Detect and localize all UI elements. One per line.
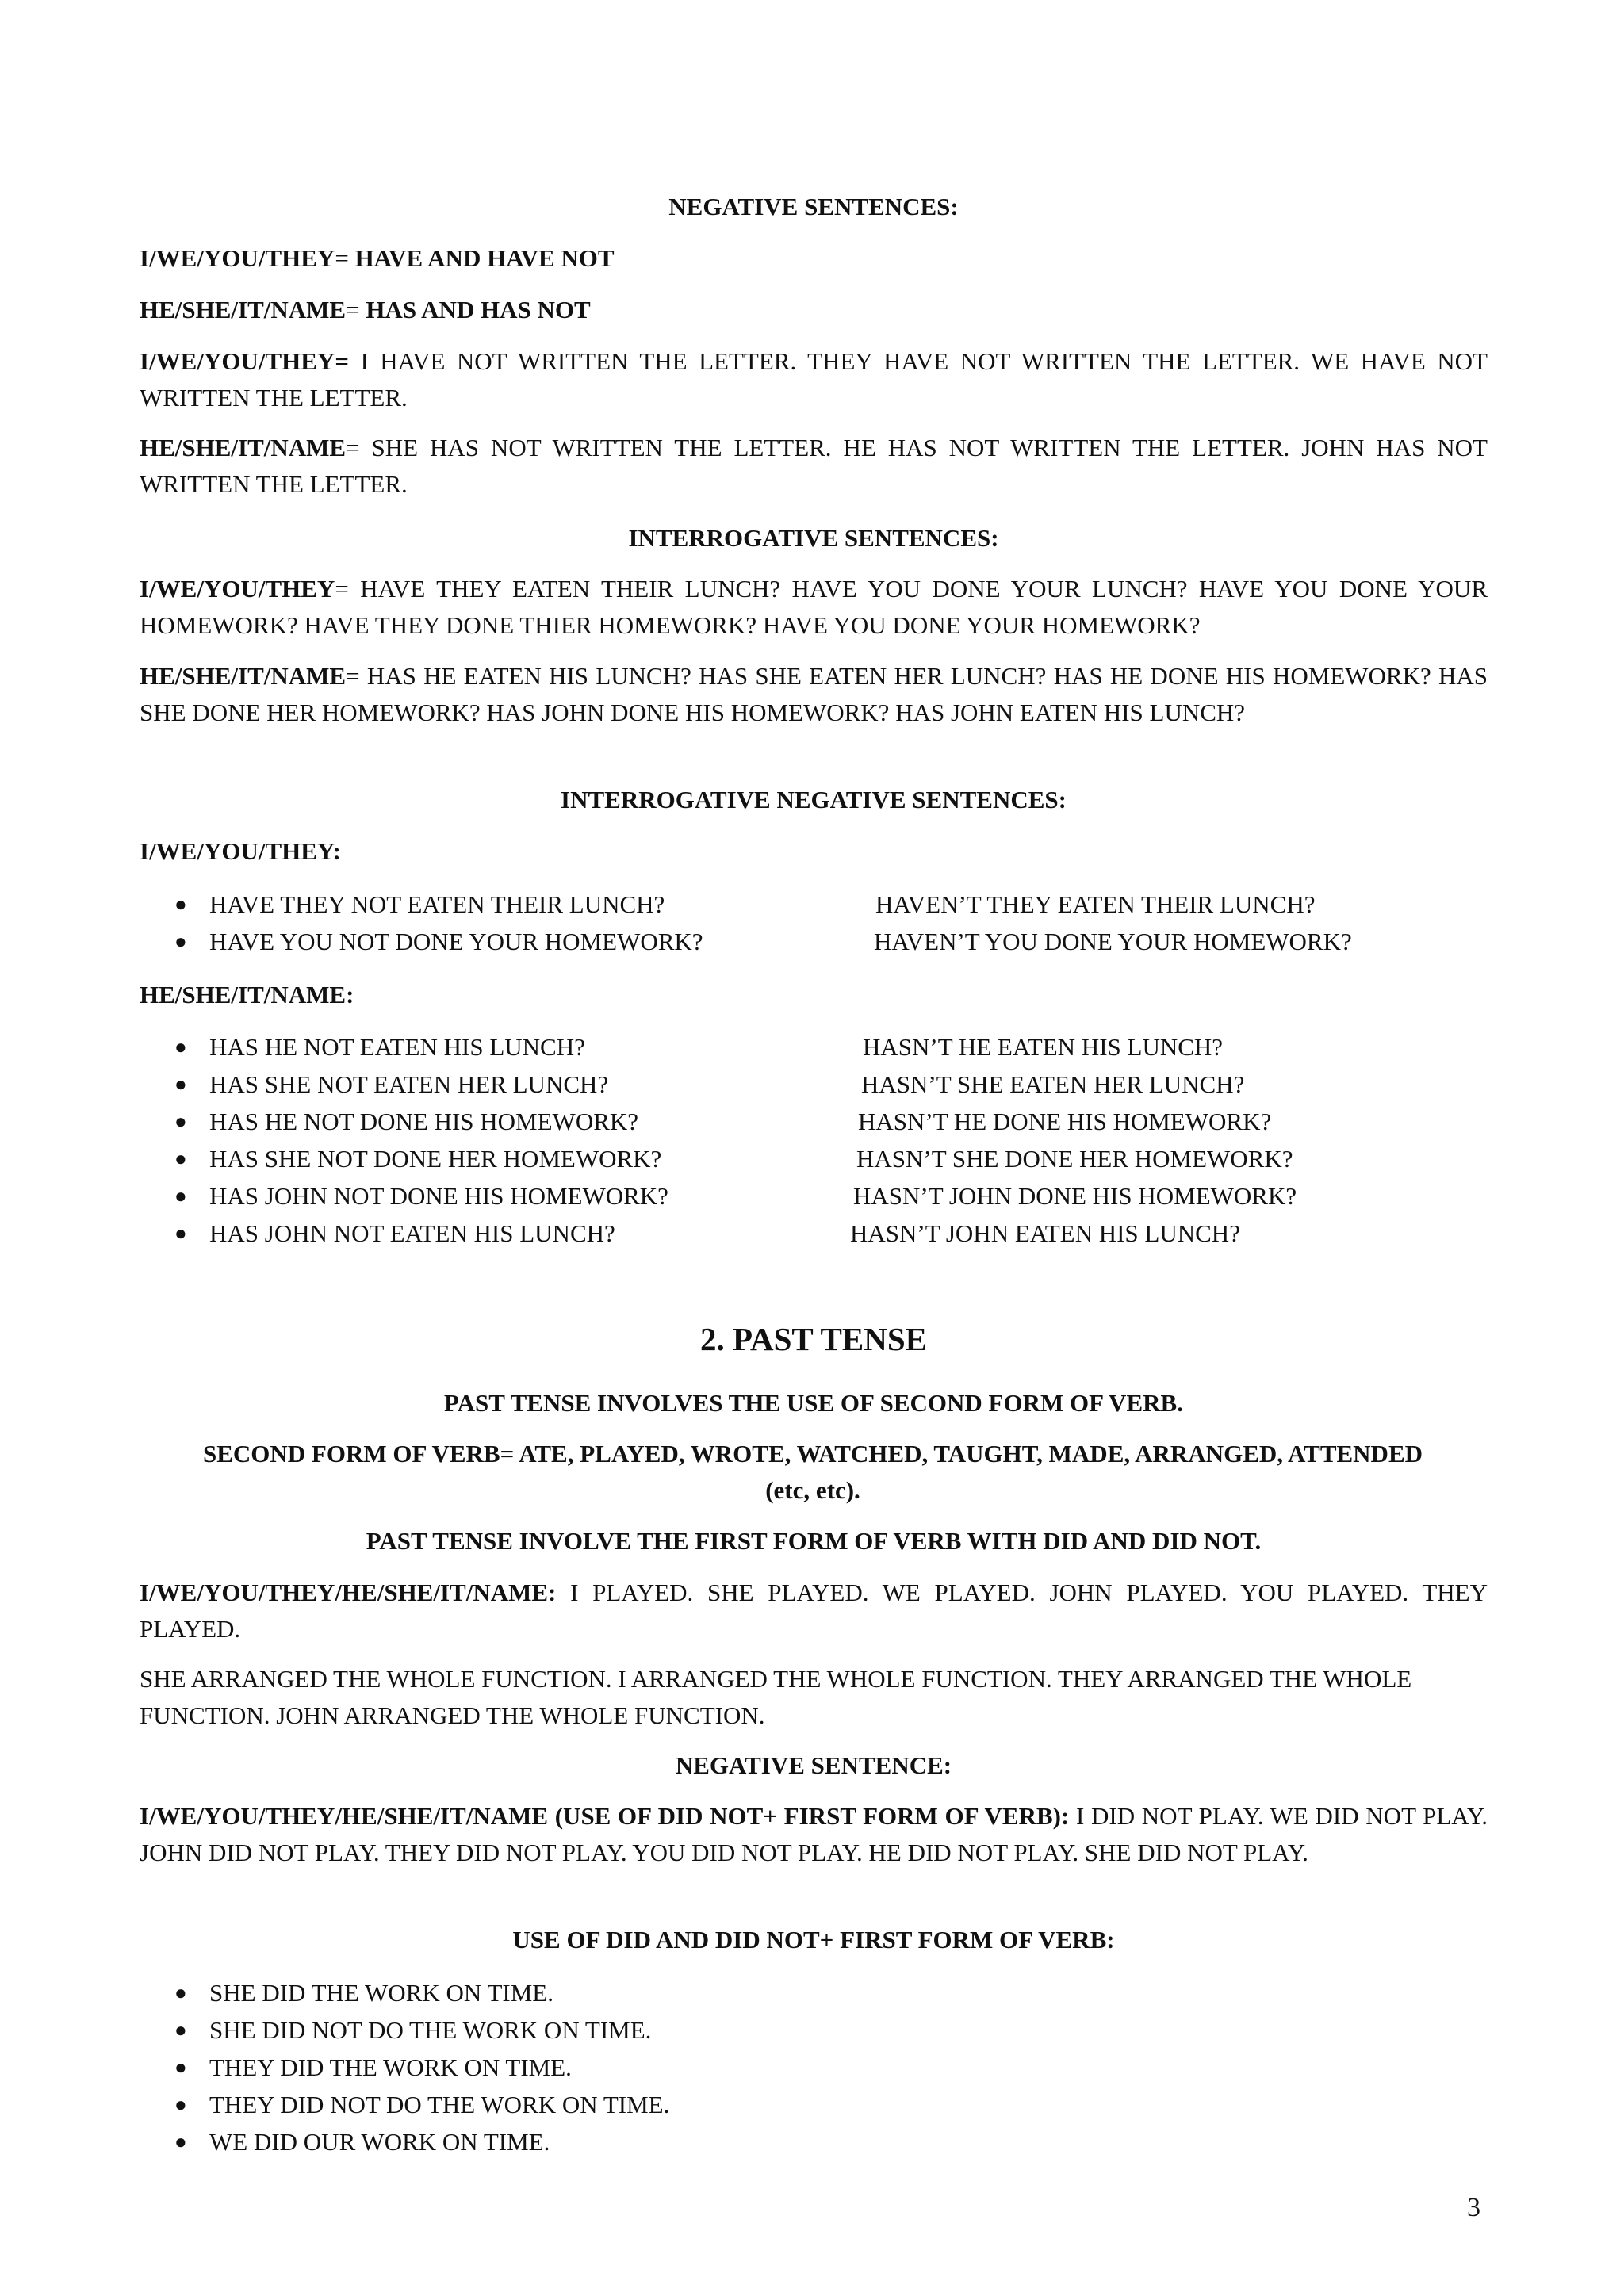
rule-label: I/WE/YOU/THEY xyxy=(140,244,335,272)
example-text: I DID NOT PLAY. WE DID NOT PLAY. JOHN DID NOT PLAY. THEY DID NOT PLAY. YOU DID NOT PLAY. HE DID NOT PLAY. SHE DID NOT PLAY. xyxy=(140,1802,1488,1866)
interrogative-example-singular xyxy=(140,658,1488,731)
second-form-of-verb: SECOND FORM OF VERB= ATE, PLAYED, WROTE, WATCHED, TAUGHT, MADE, ARRANGED, ATTENDED (etc, etc). xyxy=(202,1440,1423,1504)
group-label-plural xyxy=(140,833,1488,870)
group-label-singular xyxy=(140,977,1488,1013)
bullet-icon: ● xyxy=(174,1222,187,1245)
example-label: I/WE/YOU/THEY/HE/SHE/IT/NAME: xyxy=(140,1578,557,1606)
did-use-heading: USE OF DID AND DID NOT+ FIRST FORM OF VERB: xyxy=(512,1926,1115,1954)
group-label-text: I/WE/YOU/THEY: xyxy=(140,837,341,865)
past-tense-subtitle: PAST TENSE INVOLVES THE USE OF SECOND FORM OF VERB. xyxy=(444,1389,1183,1417)
short-form: HASN’T SHE EATEN HER LUNCH? xyxy=(861,1070,1245,1098)
rule-eq: = xyxy=(335,244,355,272)
list-item-text: THEY DID THE WORK ON TIME. xyxy=(209,2053,572,2081)
negative-example-singular xyxy=(140,430,1488,503)
short-form: HAVEN’T YOU DONE YOUR HOMEWORK? xyxy=(874,928,1352,955)
bullet-icon: ● xyxy=(174,2130,187,2153)
interrogative-negative-heading: INTERROGATIVE NEGATIVE SENTENCES: xyxy=(561,786,1067,813)
interrogative-sentences-heading: INTERROGATIVE SENTENCES: xyxy=(628,524,999,552)
rule-value: HAVE AND HAVE NOT xyxy=(354,244,615,272)
full-form: HAS JOHN NOT EATEN HIS LUNCH? xyxy=(209,1219,615,1247)
example-text: I HAVE NOT WRITTEN THE LETTER. THEY HAVE NOT WRITTEN THE LETTER. WE HAVE NOT WRITTEN THE LETTER. xyxy=(140,347,1488,411)
negative-sentences-heading: NEGATIVE SENTENCES: xyxy=(668,193,959,220)
example-label: HE/SHE/IT/NAME xyxy=(140,662,347,690)
short-form: HASN’T HE EATEN HIS LUNCH? xyxy=(863,1033,1224,1061)
past-example-2: SHE ARRANGED THE WHOLE FUNCTION. I ARRANGED THE WHOLE FUNCTION. THEY ARRANGED THE WHOLE FUNCTION. JOHN ARRANGED THE WHOLE FUNCTION. xyxy=(140,1665,1412,1729)
example-text: = SHE HAS NOT WRITTEN THE LETTER. HE HAS NOT WRITTEN THE LETTER. JOHN HAS NOT WRITTEN THE LETTER. xyxy=(140,434,1488,498)
page-number: 3 xyxy=(1467,2193,1480,2222)
example-label: HE/SHE/IT/NAME xyxy=(140,434,347,461)
negative-rule-plural xyxy=(140,240,1488,277)
example-label: I/WE/YOU/THEY= xyxy=(140,347,349,375)
past-negative-heading: NEGATIVE SENTENCE: xyxy=(675,1751,952,1779)
short-form: HASN’T JOHN DONE HIS HOMEWORK? xyxy=(853,1182,1297,1210)
full-form: HAS SHE NOT DONE HER HOMEWORK? xyxy=(209,1145,662,1173)
example-text: = HAVE THEY EATEN THEIR LUNCH? HAVE YOU DONE YOUR LUNCH? HAVE YOU DONE YOUR HOMEWORK? HAVE THEY DONE THIER HOMEWORK? HAVE YOU DONE YOUR HOMEWORK? xyxy=(140,575,1488,639)
full-form: HAS JOHN NOT DONE HIS HOMEWORK? xyxy=(209,1182,668,1210)
list-item-text: SHE DID NOT DO THE WORK ON TIME. xyxy=(209,2016,652,2044)
short-form: HASN’T JOHN EATEN HIS LUNCH? xyxy=(850,1219,1240,1247)
bullet-icon: ● xyxy=(174,1147,187,1170)
short-form: HASN’T HE DONE HIS HOMEWORK? xyxy=(858,1108,1272,1135)
rule-eq: = xyxy=(346,296,366,323)
past-negative-example xyxy=(140,1798,1488,1871)
example-text: = HAS HE EATEN HIS LUNCH? HAS SHE EATEN HER LUNCH? HAS HE DONE HIS HOMEWORK? HAS SHE DONE HER HOMEWORK? HAS JOHN DONE HIS HOMEWORK? HAS JOHN EATEN HIS LUNCH? xyxy=(140,662,1488,726)
short-form: HAVEN’T THEY EATEN THEIR LUNCH? xyxy=(875,890,1316,918)
list-item-text: THEY DID NOT DO THE WORK ON TIME. xyxy=(209,2091,670,2118)
list-item-text: SHE DID THE WORK ON TIME. xyxy=(209,1979,553,2007)
group-label-text: HE/SHE/IT/NAME: xyxy=(140,981,354,1008)
short-form: HASN’T SHE DONE HER HOMEWORK? xyxy=(856,1145,1293,1173)
bullet-icon: ● xyxy=(174,2056,187,2079)
list-item-text: WE DID OUR WORK ON TIME. xyxy=(209,2128,550,2156)
bullet-icon: ● xyxy=(174,1184,187,1207)
past-tense-title: 2. PAST TENSE xyxy=(700,1321,927,1357)
rule-value: HAS AND HAS NOT xyxy=(366,296,591,323)
bullet-icon: ● xyxy=(174,1035,187,1058)
bullet-icon: ● xyxy=(174,2019,187,2042)
full-form: HAS HE NOT DONE HIS HOMEWORK? xyxy=(209,1108,639,1135)
bullet-icon: ● xyxy=(174,930,187,953)
full-form: HAVE YOU NOT DONE YOUR HOMEWORK? xyxy=(209,928,703,955)
bullet-icon: ● xyxy=(174,1981,187,2004)
full-form: HAS SHE NOT EATEN HER LUNCH? xyxy=(209,1070,609,1098)
past-example-1 xyxy=(140,1575,1488,1647)
interrogative-example-plural xyxy=(140,571,1488,644)
rule-label: HE/SHE/IT/NAME xyxy=(140,296,347,323)
example-label: I/WE/YOU/THEY/HE/SHE/IT/NAME (USE OF DID NOT+ FIRST FORM OF VERB): xyxy=(140,1802,1070,1830)
negative-rule-singular xyxy=(140,292,1488,328)
bullet-icon: ● xyxy=(174,893,187,916)
bullet-icon: ● xyxy=(174,1110,187,1133)
full-form: HAVE THEY NOT EATEN THEIR LUNCH? xyxy=(209,890,665,918)
bullet-icon: ● xyxy=(174,1073,187,1096)
negative-example-plural xyxy=(140,343,1488,416)
full-form: HAS HE NOT EATEN HIS LUNCH? xyxy=(209,1033,585,1061)
example-text: I PLAYED. SHE PLAYED. WE PLAYED. JOHN PLAYED. YOU PLAYED. THEY PLAYED. xyxy=(140,1578,1488,1643)
bullet-icon: ● xyxy=(174,2093,187,2116)
did-rule: PAST TENSE INVOLVE THE FIRST FORM OF VERB WITH DID AND DID NOT. xyxy=(366,1527,1262,1555)
example-label: I/WE/YOU/THEY xyxy=(140,575,335,603)
